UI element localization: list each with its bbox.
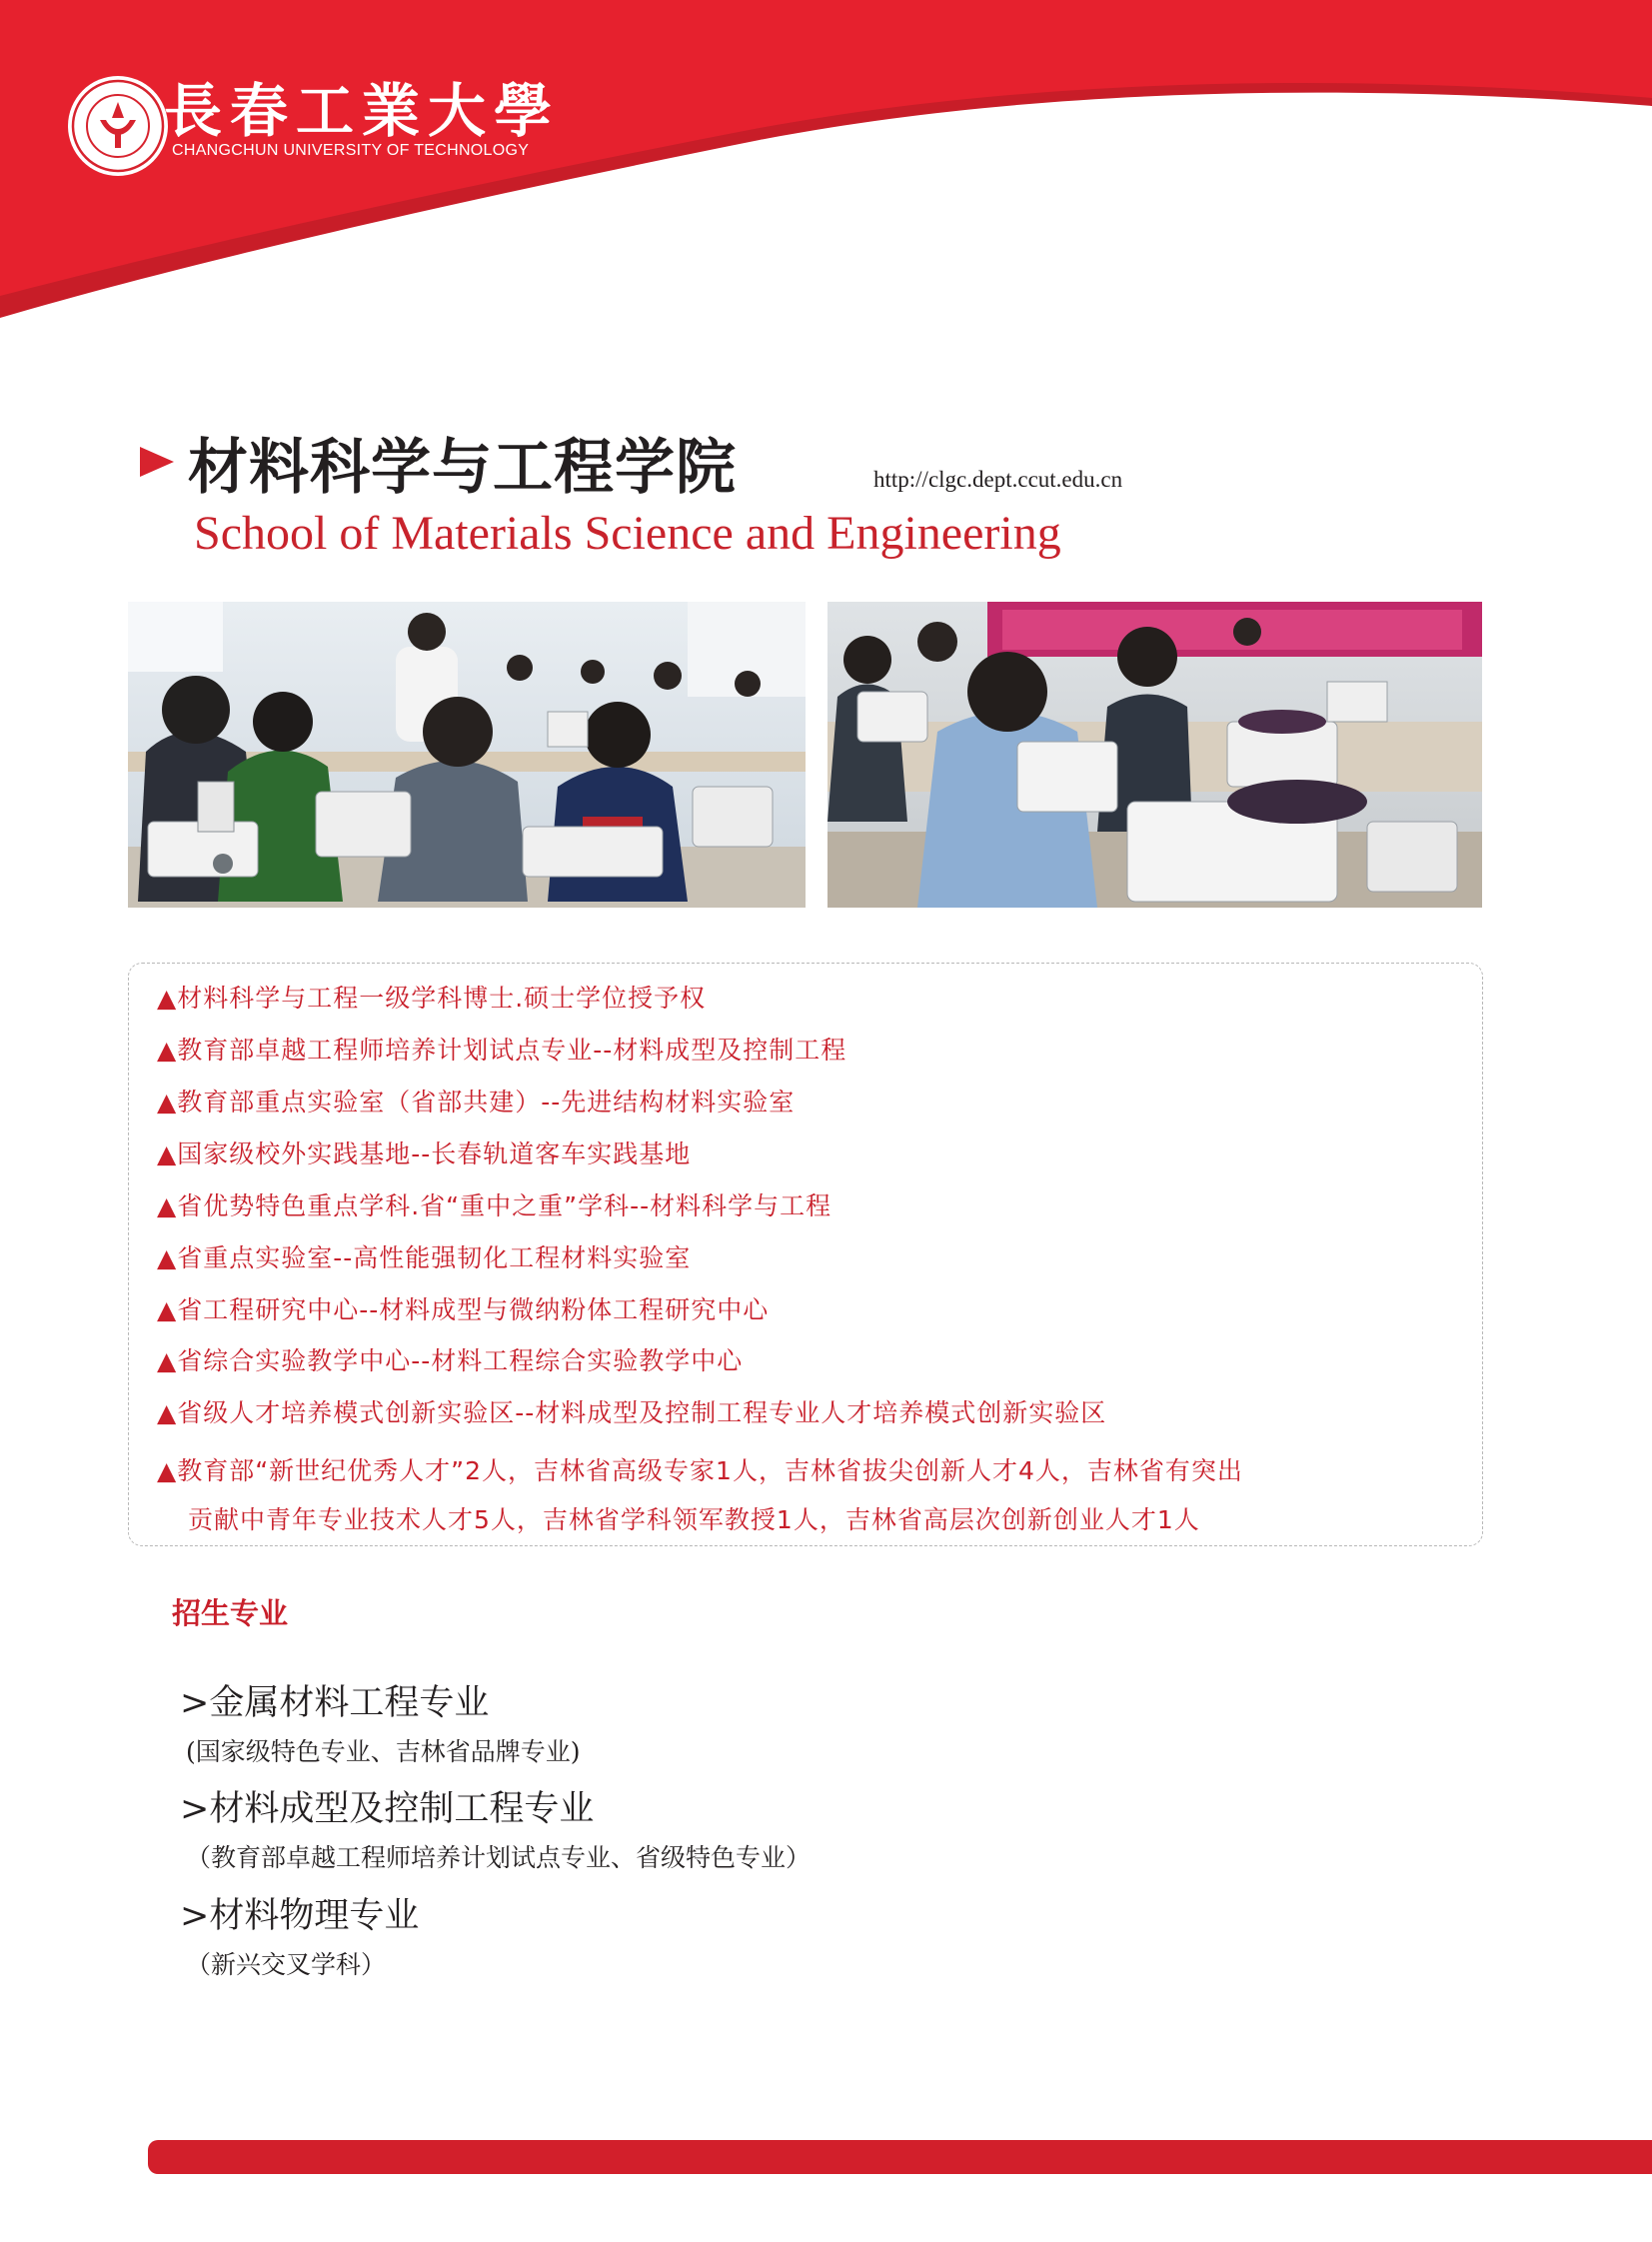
majors-heading: 招生专业 bbox=[172, 1596, 289, 1630]
highlight-item: ▲材料科学与工程一级学科博士.硕士学位授予权 bbox=[157, 984, 707, 1013]
triangle-bullet-icon: ▲ bbox=[157, 1456, 178, 1485]
school-title-cn: 材料科学与工程学院 bbox=[188, 433, 737, 503]
university-name-cn: 長春工業大學 bbox=[164, 77, 561, 145]
major-name: >材料物理专业 bbox=[180, 1896, 420, 1936]
header-red-band bbox=[0, 0, 1652, 330]
triangle-bullet-icon: ▲ bbox=[157, 1139, 178, 1168]
triangle-bullet-icon: ▲ bbox=[157, 1346, 178, 1375]
highlight-item: ▲教育部“新世纪优秀人才”2人，吉林省高级专家1人，吉林省拔尖创新人才4人，吉林省有突出 bbox=[157, 1456, 1243, 1485]
highlight-item: ▲省级人才培养模式创新实验区--材料成型及控制工程专业人才培养模式创新实验区 bbox=[157, 1398, 1107, 1427]
photo-lab-left bbox=[128, 602, 806, 908]
highlight-item: ▲省重点实验室--高性能强韧化工程材料实验室 bbox=[157, 1243, 692, 1272]
university-name-en: CHANGCHUN UNIVERSITY OF TECHNOLOGY bbox=[172, 142, 530, 159]
university-seal-logo bbox=[66, 74, 170, 178]
major-name: >金属材料工程专业 bbox=[180, 1683, 490, 1723]
major-name: >材料成型及控制工程专业 bbox=[180, 1789, 595, 1829]
major-note: (国家级特色专业、吉林省品牌专业) bbox=[186, 1737, 581, 1766]
highlight-item-continuation: 贡献中青年专业技术人才5人，吉林省学科领军教授1人，吉林省高层次创新创业人才1人 bbox=[188, 1505, 1200, 1534]
triangle-bullet-icon: ▲ bbox=[157, 1036, 178, 1065]
triangle-bullet-icon: ▲ bbox=[157, 1295, 178, 1324]
photo-lab-right bbox=[827, 602, 1482, 908]
highlight-item: ▲省工程研究中心--材料成型与微纳粉体工程研究中心 bbox=[157, 1295, 770, 1324]
triangle-bullet-icon: ▲ bbox=[157, 1088, 178, 1117]
triangle-bullet-icon: ▲ bbox=[157, 984, 178, 1013]
highlight-item: ▲教育部卓越工程师培养计划试点专业--材料成型及控制工程 bbox=[157, 1036, 847, 1065]
highlight-item: ▲省综合实验教学中心--材料工程综合实验教学中心 bbox=[157, 1346, 744, 1375]
footer-red-bar bbox=[158, 2140, 1652, 2174]
title-arrow-icon bbox=[140, 447, 174, 477]
triangle-bullet-icon: ▲ bbox=[157, 1398, 178, 1427]
highlight-item: ▲省优势特色重点学科.省“重中之重”学科--材料科学与工程 bbox=[157, 1191, 832, 1220]
triangle-bullet-icon: ▲ bbox=[157, 1191, 178, 1220]
major-note: （新兴交叉学科） bbox=[186, 1950, 387, 1979]
highlight-item: ▲国家级校外实践基地--长春轨道客车实践基地 bbox=[157, 1139, 692, 1168]
highlight-item: ▲教育部重点实验室（省部共建）--先进结构材料实验室 bbox=[157, 1088, 796, 1117]
major-note: （教育部卓越工程师培养计划试点专业、省级特色专业） bbox=[186, 1843, 812, 1872]
school-url[interactable]: http://clgc.dept.ccut.edu.cn bbox=[873, 467, 1123, 492]
triangle-bullet-icon: ▲ bbox=[157, 1243, 178, 1272]
school-title-en: School of Materials Science and Engineering bbox=[194, 507, 1061, 560]
